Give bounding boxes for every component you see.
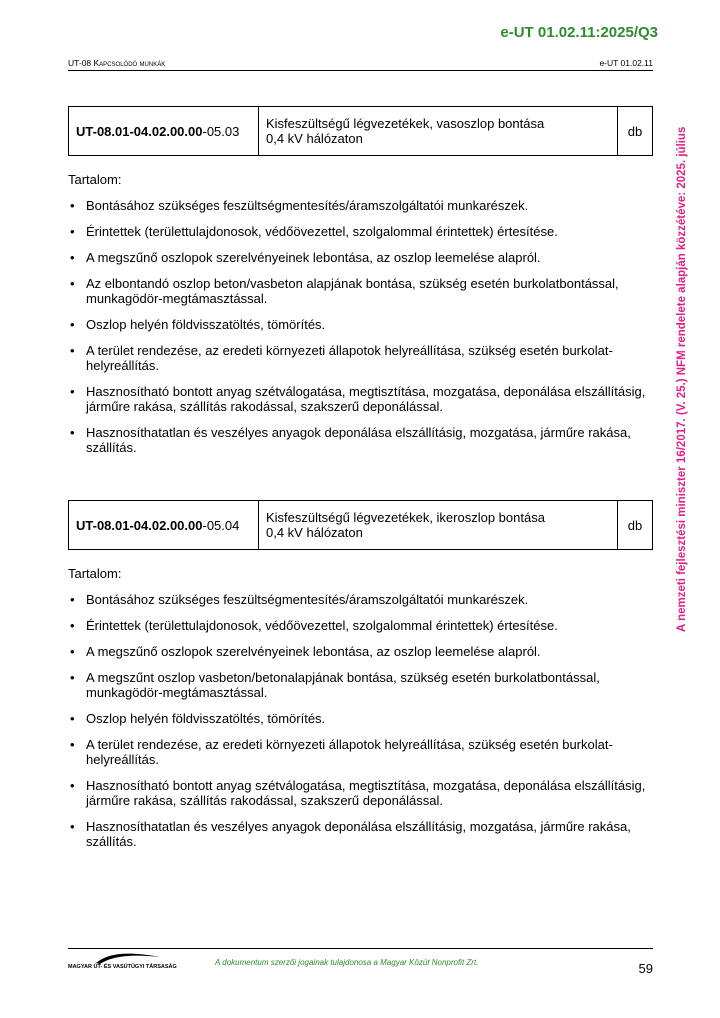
bullet-icon: •	[70, 317, 75, 332]
list-item: • A terület rendezése, az eredeti környezeti állapotok helyreállítása, szükség esetén burkolat-helyreállítás.	[70, 343, 613, 373]
list-item: • Oszlop helyén földvisszatöltés, tömörítés.	[70, 317, 326, 332]
item-content-1	[68, 172, 653, 466]
item-code-suffix: -05.03	[202, 123, 240, 139]
item-code-main: UT-08.01-04.02.00.00	[76, 123, 203, 139]
item-description-line: 0,4 kV hálózaton	[266, 525, 363, 540]
bullet-icon: •	[70, 819, 75, 834]
bullet-icon: •	[70, 592, 75, 607]
content-list	[68, 592, 653, 849]
item-code	[69, 107, 259, 156]
logo-swoosh-icon	[68, 951, 168, 965]
list-item: • A megszűnt oszlop vasbeton/betonalapjának bontása, szükség esetén burkolatbontással, munkagödör-megtámasztással.	[70, 670, 600, 700]
item-table-2	[68, 500, 653, 550]
list-item: • A megszűnő oszlopok szerelvényeinek lebontása, az oszlop leemelése alapról.	[70, 644, 541, 659]
copyright-notice: A dokumentum szerzői jogainak tulajdonosa a Magyar Közút Nonprofit Zrt.	[215, 958, 479, 967]
list-item: • Oszlop helyén földvisszatöltés, tömörítés.	[70, 711, 326, 726]
item-code-main: UT-08.01-04.02.00.00	[76, 517, 203, 533]
page-number: 59	[638, 961, 653, 976]
list-item: • Bontásához szükséges feszültségmentesítés/áramszolgáltatói munkarészek.	[70, 198, 529, 213]
bullet-icon: •	[70, 276, 75, 291]
item-description	[259, 501, 618, 550]
list-item: • Érintettek (területtulajdonosok, védőövezettel, szolgalommal érintettek) értesítése.	[70, 224, 558, 239]
society-logo	[68, 951, 177, 973]
bullet-icon: •	[70, 778, 75, 793]
running-header	[68, 58, 653, 71]
item-content-2	[68, 566, 653, 860]
item-description-line: 0,4 kV hálózaton	[266, 131, 363, 146]
document-code: e-UT 01.02.11:2025/Q3	[500, 24, 658, 41]
bullet-icon: •	[70, 250, 75, 265]
list-item: • Hasznosíthatatlan és veszélyes anyagok deponálása elszállításig, mozgatása, járműre rakása, szállítás.	[70, 819, 631, 849]
header-section: Kapcsolódó munkák	[93, 58, 166, 68]
bullet-icon: •	[70, 618, 75, 633]
item-unit: db	[618, 501, 653, 550]
side-publication-note: A nemzeti fejlesztési miniszter 16/2017. (V. 25.) NFM rendelete alapján közzétéve: 2025. július	[676, 126, 688, 632]
item-description-line: Kisfeszültségű légvezetékek, ikeroszlop bontása	[266, 510, 545, 525]
list-item: • A terület rendezése, az eredeti környezeti állapotok helyreállítása, szükség esetén burkolat-helyreállítás.	[70, 737, 613, 767]
list-item: • Hasznosítható bontott anyag szétválogatása, megtisztítása, mozgatása, deponálása elszállításig, járműre rakása, szállítás rakodással, szakszerű deponálással.	[70, 778, 646, 808]
bullet-icon: •	[70, 343, 75, 358]
item-code-suffix: -05.04	[202, 517, 240, 533]
list-item: • A megszűnő oszlopok szerelvényeinek lebontása, az oszlop leemelése alapról.	[70, 250, 541, 265]
content-heading: Tartalom:	[68, 172, 122, 187]
list-item: • Érintettek (területtulajdonosok, védőövezettel, szolgalommal érintettek) értesítése.	[70, 618, 558, 633]
header-prefix: UT-08	[68, 58, 94, 68]
bullet-icon: •	[70, 711, 75, 726]
logo-text: MAGYAR ÚT- ÉS VASÚTÜGYI TÁRSASÁG	[68, 964, 177, 970]
bullet-icon: •	[70, 644, 75, 659]
bullet-icon: •	[70, 224, 75, 239]
list-item: • Hasznosíthatatlan és veszélyes anyagok deponálása elszállításig, mozgatása, járműre rakása, szállítás.	[70, 425, 631, 455]
item-table-1	[68, 106, 653, 156]
content-list	[68, 198, 653, 455]
header-right: e-UT 01.02.11	[599, 58, 653, 68]
item-unit: db	[618, 107, 653, 156]
bullet-icon: •	[70, 670, 75, 685]
bullet-icon: •	[70, 737, 75, 752]
list-item: • Az elbontandó oszlop beton/vasbeton alapjának bontása, szükség esetén burkolatbontással, munkagödör-megtámasztással.	[70, 276, 619, 306]
item-description	[259, 107, 618, 156]
footer-divider	[68, 948, 653, 949]
list-item: • Bontásához szükséges feszültségmentesítés/áramszolgáltatói munkarészek.	[70, 592, 529, 607]
bullet-icon: •	[70, 198, 75, 213]
list-item: • Hasznosítható bontott anyag szétválogatása, megtisztítása, mozgatása, deponálása elszállításig, járműre rakása, szállítás rakodással, szakszerű deponálással.	[70, 384, 646, 414]
bullet-icon: •	[70, 384, 75, 399]
content-heading: Tartalom:	[68, 566, 122, 581]
item-code	[69, 501, 259, 550]
header-left	[68, 58, 165, 68]
bullet-icon: •	[70, 425, 75, 440]
item-description-line: Kisfeszültségű légvezetékek, vasoszlop bontása	[266, 116, 545, 131]
